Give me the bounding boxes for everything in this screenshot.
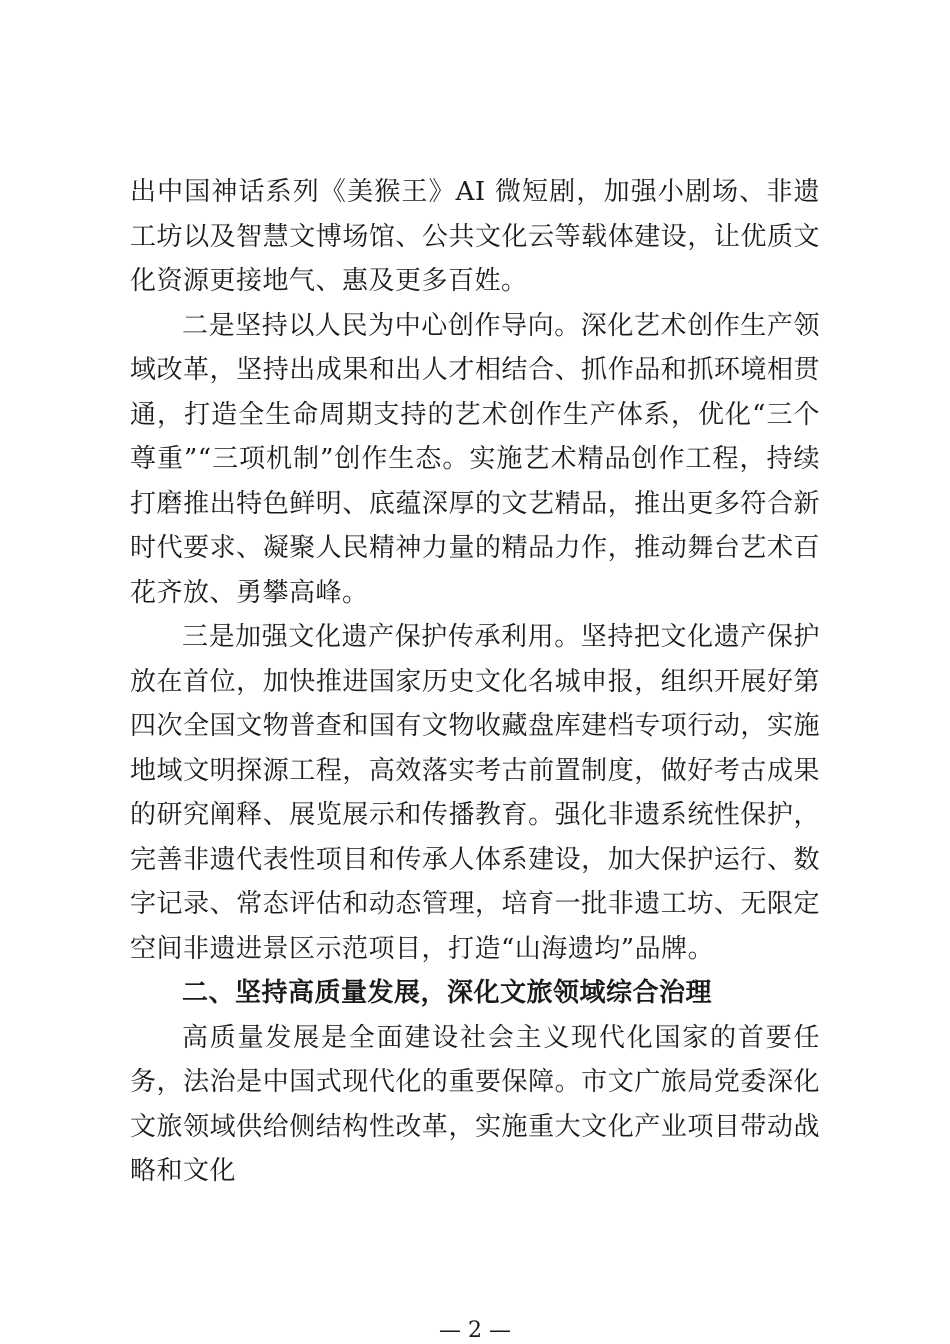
paragraph-art-creation: 二是坚持以人民为中心创作导向。深化艺术创作生产领域改革，坚持出成果和出人才相结合、抓作品和抓环境相贯通，打造全生命周期支持的艺术创作生产体系，优化“三个尊重”“三项机制”创作生态。实施艺术精品创作工程，持续打磨推出特色鲜明、底蕴深厚的文艺精品，推出更多符合新时代要求、凝聚人民精神力量的精品力作，推动舞台艺术百花齐放、勇攀高峰。 bbox=[130, 310, 820, 608]
paragraph-high-quality-development: 高质量发展是全面建设社会主义现代化国家的首要任务，法治是中国式现代化的重要保障。市文广旅局党委深化文旅领域供给侧结构性改革，实施重大文化产业项目带动战略和文化 bbox=[130, 1022, 820, 1186]
paragraph-heritage-protection: 三是加强文化遗产保护传承利用。坚持把文化遗产保护放在首位，加快推进国家历史文化名城申报，组织开展好第四次全国文物普查和国有文物收藏盘库建档专项行动，实施地域文明探源工程，高效落实考古前置制度，做好考古成果的研究阐释、展览展示和传播教育。强化非遗系统性保护，完善非遗代表性项目和传承人体系建设，加大保护运行、数字记录、常态评估和动态管理，培育一批非遗工坊、无限定空间非遗进景区示范项目，打造“山海遗均”品牌。 bbox=[130, 622, 820, 964]
paragraph-continuation: 出中国神话系列《美猴王》AI 微短剧，加强小剧场、非遗工坊以及智慧文博场馆、公共文化云等载体建设，让优质文化资源更接地气、惠及更多百姓。 bbox=[130, 177, 820, 296]
document-body bbox=[130, 170, 820, 1194]
section-heading: 二、坚持高质量发展，深化文旅领域综合治理 bbox=[182, 978, 713, 1008]
page-number: — 2 — bbox=[439, 1318, 511, 1343]
